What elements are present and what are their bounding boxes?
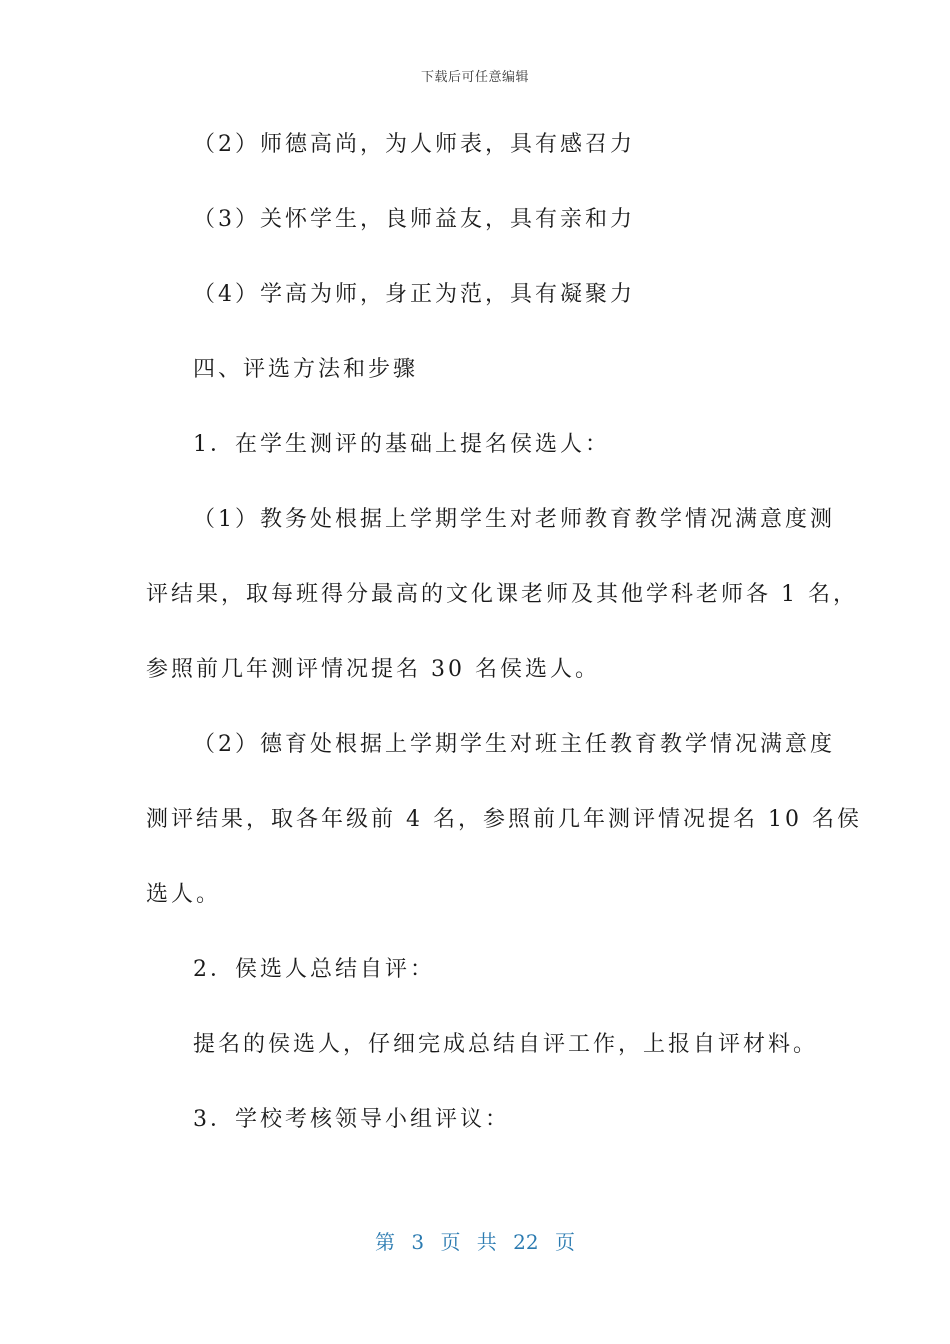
paragraph-line: （4）学高为师，身正为范，具有凝聚力 — [193, 282, 635, 307]
paragraph-line: （3）关怀学生，良师益友，具有亲和力 — [193, 207, 635, 232]
section-heading: 四、评选方法和步骤 — [193, 357, 419, 382]
paragraph-line: 评结果，取每班得分最高的文化课老师及其他学科老师各 1 名， — [146, 582, 858, 607]
paragraph-line: 提名的侯选人，仔细完成总结自评工作，上报自评材料。 — [193, 1032, 819, 1057]
paragraph-line: （1）教务处根据上学期学生对老师教育教学情况满意度测 — [193, 507, 835, 532]
paragraph-line: （2）德育处根据上学期学生对班主任教育教学情况满意度 — [193, 732, 835, 757]
step-heading: 3．学校考核领导小组评议： — [193, 1107, 510, 1132]
step-heading: 1．在学生测评的基础上提名侯选人： — [193, 432, 610, 457]
paragraph-line: 测评结果，取各年级前 4 名，参照前几年测评情况提名 10 名侯 — [146, 807, 862, 832]
page-number-footer: 第 3 页 共 22 页 — [375, 1230, 575, 1254]
paragraph-line: 选人。 — [146, 882, 222, 907]
paragraph-line: 参照前几年测评情况提名 30 名侯选人。 — [146, 657, 600, 682]
step-heading: 2．侯选人总结自评： — [193, 957, 435, 982]
paragraph-line: （2）师德高尚，为人师表，具有感召力 — [193, 132, 635, 157]
page-header: 下载后可任意编辑 — [420, 70, 529, 85]
